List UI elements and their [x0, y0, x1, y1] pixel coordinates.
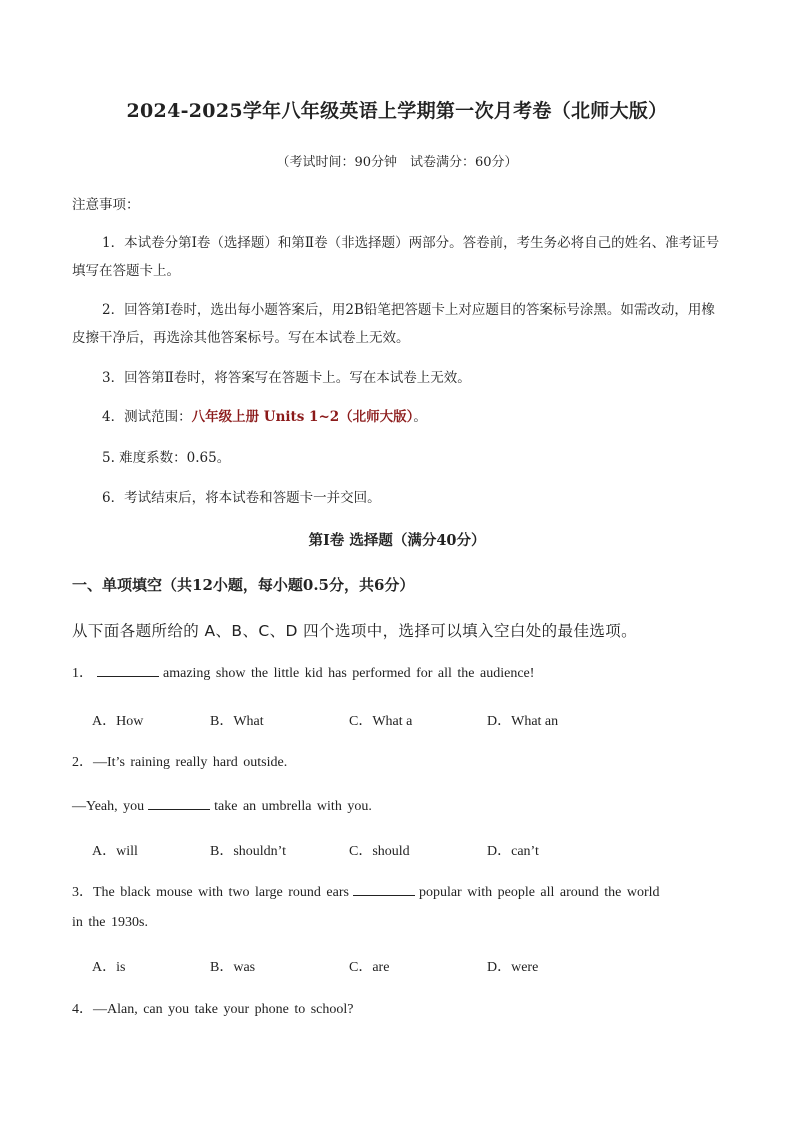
option-c: C．What a	[349, 714, 413, 729]
question-1: 1． amazing show the little kid has performed for all the audience!	[72, 659, 722, 689]
option-c: C．are	[349, 960, 390, 975]
question-number: 3．	[72, 885, 93, 900]
option-a: A．How	[92, 714, 144, 729]
question-2-line-2: —Yeah, you take an umbrella with you.	[72, 792, 722, 822]
notice-item-1: 1．本试卷分第Ⅰ卷（选择题）和第Ⅱ卷（非选择题）两部分。答卷前，考生务必将自己的姓名、准考证号填写在答题卡上。	[72, 235, 720, 279]
question-number: 2．	[72, 755, 93, 770]
option-c: C．should	[349, 844, 410, 859]
instruction: 从下面各题所给的 A、B、C、D 四个选项中，选择可以填入空白处的最佳选项。	[72, 622, 638, 640]
question-4: 4．—Alan, can you take your phone to school?	[72, 1002, 354, 1017]
question-number: 4．	[72, 1002, 93, 1017]
option-d: D．What an	[487, 714, 559, 729]
notice-item-2: 2．回答第Ⅰ卷时，选出每小题答案后，用2B铅笔把答题卡上对应题目的答案标号涂黑。如需改动，用橡皮擦干净后，再选涂其他答案标号。写在本试卷上无效。	[72, 302, 715, 346]
answer-blank	[97, 662, 159, 677]
option-b: B．was	[210, 960, 256, 975]
notice-heading: 注意事项：	[72, 197, 140, 213]
option-b: B．shouldn’t	[210, 844, 286, 859]
question-3: 3．The black mouse with two large round ears popular with people all around the world	[72, 878, 722, 908]
page-title: 2024-2025学年八年级英语上学期第一次月考卷（北师大版）	[126, 100, 668, 122]
exam-info: （考试时间：90分钟 试卷满分：60分）	[276, 155, 518, 170]
question-2: 2．—It’s raining really hard outside.	[72, 755, 288, 770]
option-d: D．were	[487, 960, 539, 975]
notice-item-6: 6．考试结束后，将本试卷和答题卡一并交回。	[102, 490, 381, 506]
notice-item-3: 3．回答第Ⅱ卷时，将答案写在答题卡上。写在本试卷上无效。	[102, 370, 471, 386]
question-3-line-2: in the 1930s.	[72, 915, 148, 930]
answer-blank	[353, 881, 415, 896]
test-scope: 八年级上册 Units 1~2（北师大版）	[191, 409, 414, 425]
part-title: 一、单项填空（共12小题，每小题0.5分，共6分）	[72, 576, 415, 594]
option-d: D．can’t	[487, 844, 539, 859]
question-1-options	[92, 710, 712, 732]
question-2-options	[92, 840, 712, 862]
answer-blank	[148, 795, 210, 810]
notice-item-4: 4．测试范围：八年级上册 Units 1~2（北师大版）。	[102, 409, 427, 425]
option-b: B．What	[210, 714, 264, 729]
section-title: 第Ⅰ卷 选择题（满分40分）	[308, 532, 486, 549]
question-number: 1．	[72, 666, 93, 681]
option-a: A．is	[92, 960, 126, 975]
option-a: A．will	[92, 844, 138, 859]
question-3-options	[92, 956, 712, 978]
notice-item-5: 5. 难度系数：0.65。	[102, 450, 231, 466]
